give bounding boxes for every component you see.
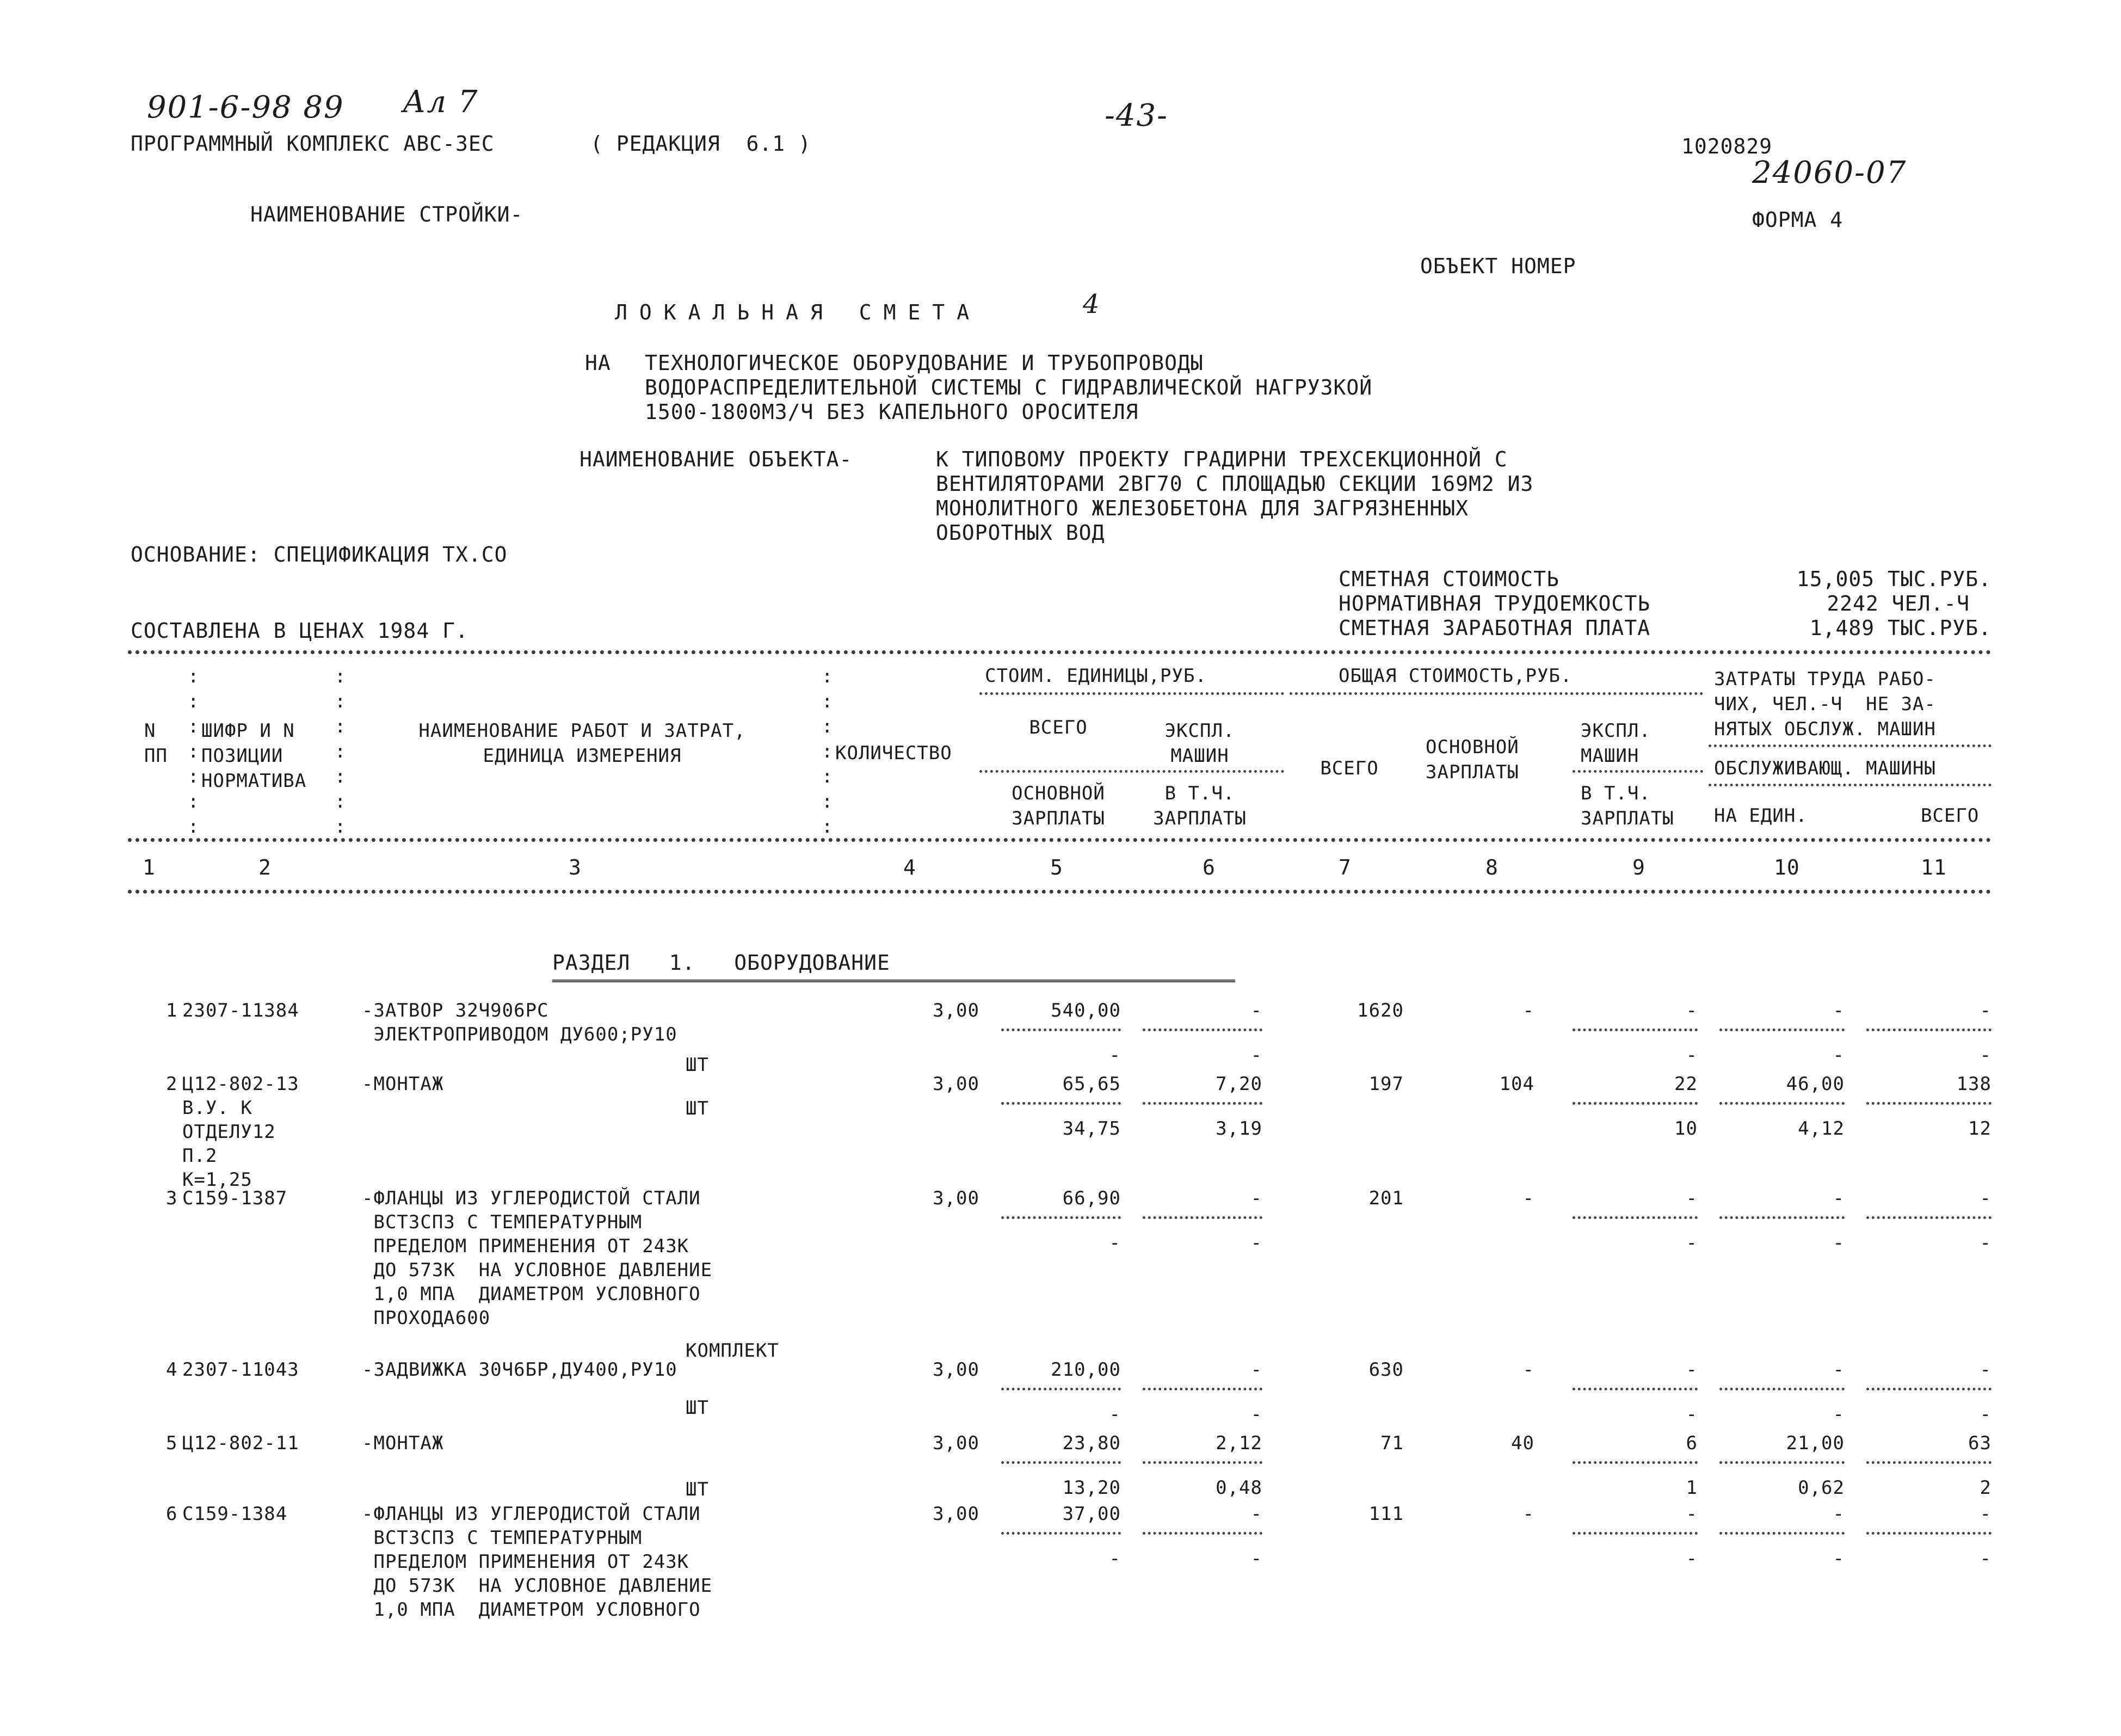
row-total: 111 (1368, 1503, 1404, 1525)
summary-label-wages: СМЕТНАЯ ЗАРАБОТНАЯ ПЛАТА (1339, 616, 1651, 640)
row-unit-cost-wages: 34,75 (1062, 1118, 1121, 1140)
col-number-6: 6 (1203, 855, 1216, 879)
row-labor-rule (1719, 1461, 1845, 1464)
col-number-11: 11 (1921, 855, 1947, 879)
row-total: 71 (1380, 1432, 1404, 1454)
row-machine-labor-per-unit: - (1833, 1232, 1845, 1254)
row-unit-cost-rule (1143, 1461, 1262, 1464)
row-unit-cost-wages: - (1109, 1548, 1121, 1569)
unit-cost-sub-rule (979, 770, 1284, 773)
row-unit-cost-rule (1001, 1102, 1121, 1105)
row-labor-rule (1866, 1388, 1991, 1390)
basis-line: ОСНОВАНИЕ: СПЕЦИФИКАЦИЯ ТХ.СО (131, 543, 508, 567)
row-unit-cost-machines: - (1250, 1359, 1262, 1381)
row-work-name: -ФЛАНЦЫ ИЗ УГЛЕРОДИСТОЙ СТАЛИ ВСТ3СП3 С ТЕМПЕРАТУРНЫМ ПРЕДЕЛОМ ПРИМЕНЕНИЯ ОТ 243К ДО 573К НА УСЛОВНОЕ ДАВЛЕНИЕ 1,0 МПА ДИАМЕТРОМ УСЛОВНОГО ПРОХОДА600 (362, 1187, 713, 1329)
row-total-machines: 22 (1674, 1073, 1698, 1095)
row-total-rule (1573, 1532, 1698, 1535)
col-separator-1: : : : : : : : (188, 666, 199, 838)
row-work-name: -ЗАТВОР 32Ч906РС ЭЛЕКТРОПРИВОДОМ ДУ600;РУ10 (362, 1000, 677, 1045)
col-header-labor-sub: ОБСЛУЖИВАЮЩ. МАШИНЫ (1714, 758, 1936, 779)
row-labor-per-unit: 21,00 (1786, 1432, 1845, 1454)
row-unit-cost-rule (1001, 1461, 1121, 1464)
row-number: 6 (166, 1503, 178, 1525)
row-total-wages: - (1522, 1359, 1534, 1381)
row-code: С159-1384 (182, 1503, 288, 1525)
construction-label: НАИМЕНОВАНИЕ СТРОЙКИ- (250, 202, 523, 226)
row-unit-cost-machine-wages: - (1250, 1232, 1262, 1254)
row-total-wages: - (1522, 1503, 1534, 1525)
row-total: 1620 (1357, 1000, 1404, 1021)
row-total-machine-wages: - (1686, 1403, 1698, 1425)
col-header-unit-cost: СТОИМ. ЕДИНИЦЫ,РУБ. (985, 665, 1207, 687)
row-unit-cost-machines: - (1250, 1000, 1262, 1021)
row-quantity: 3,00 (933, 1000, 979, 1021)
row-quantity: 3,00 (933, 1187, 979, 1209)
row-unit: КОМПЛЕКТ (686, 1340, 779, 1362)
row-labor-total: - (1980, 1000, 1991, 1021)
row-total-wages: 104 (1499, 1073, 1534, 1095)
document-code: 1020829 (1681, 134, 1773, 158)
col-header-5-top: ВСЕГО (1029, 717, 1088, 738)
col-header-9-top: ЭКСПЛ. МАШИН (1581, 720, 1651, 767)
row-total-wages: - (1522, 1000, 1534, 1021)
row-unit-cost-rule (1143, 1102, 1262, 1105)
handwritten-estimate-number: 4 (1083, 289, 1101, 319)
handwritten-document-number: 24060-07 (1752, 155, 1907, 190)
row-unit-cost-total: 65,65 (1062, 1073, 1121, 1095)
row-unit-cost-machine-wages: 0,48 (1216, 1477, 1262, 1499)
row-number: 5 (166, 1432, 178, 1454)
row-code: 2307-11043 (182, 1359, 299, 1381)
row-total: 197 (1368, 1073, 1404, 1095)
row-labor-total: 138 (1956, 1073, 1991, 1095)
col-separator-3: : : : : : : : (822, 666, 833, 838)
row-unit-cost-machines: 7,20 (1216, 1073, 1262, 1095)
col-header-7: ВСЕГО (1320, 758, 1379, 779)
row-unit: ШТ (686, 1397, 709, 1419)
col-number-3: 3 (569, 855, 582, 879)
row-quantity: 3,00 (933, 1503, 979, 1525)
total-cost-sub-rule (1573, 770, 1703, 773)
row-labor-rule (1866, 1461, 1991, 1464)
row-total-machines: - (1686, 1187, 1698, 1209)
row-labor-rule (1719, 1102, 1845, 1105)
row-unit-cost-machine-wages: 3,19 (1216, 1118, 1262, 1140)
row-labor-total: - (1980, 1359, 1991, 1381)
col-header-5-bottom: ОСНОВНОЙ ЗАРПЛАТЫ (1012, 783, 1105, 829)
row-unit-cost-rule (1001, 1388, 1121, 1390)
object-name-label: НАИМЕНОВАНИЕ ОБЪЕКТА- (579, 447, 853, 471)
labor-rule (1709, 744, 1991, 747)
form-label: ФОРМА 4 (1752, 208, 1843, 232)
program-name: ПРОГРАММНЫЙ КОМПЛЕКС АВС-3ЕС (131, 132, 495, 156)
row-code: Ц12-802-13 В.У. К ОТДЕЛУ12 П.2 К=1,25 (182, 1073, 299, 1191)
summary-value-wages: 1,489 ТЫС.РУБ. (1809, 616, 1991, 640)
prices-line: СОСТАВЛЕНА В ЦЕНАХ 1984 Г. (131, 619, 468, 643)
row-total-machine-wages: 10 (1674, 1118, 1698, 1140)
subject-line-1: ТЕХНОЛОГИЧЕСКОЕ ОБОРУДОВАНИЕ И ТРУБОПРОВОДЫ (645, 351, 1204, 375)
object-name-line-2: ВЕНТИЛЯТОРАМИ 2ВГ70 С ПЛОЩАДЬЮ СЕКЦИИ 169М2 ИЗ (936, 472, 1534, 496)
row-unit-cost-rule (1143, 1532, 1262, 1535)
col-number-2: 2 (258, 855, 272, 879)
row-labor-per-unit: - (1833, 1000, 1845, 1021)
row-unit-cost-rule (1143, 1216, 1262, 1219)
col-number-7: 7 (1339, 855, 1352, 879)
col-header-8: ОСНОВНОЙ ЗАРПЛАТЫ (1426, 736, 1519, 783)
program-revision: ( РЕДАКЦИЯ 6.1 ) (590, 132, 811, 156)
row-unit-cost-machine-wages: - (1250, 1403, 1262, 1425)
row-unit: ШТ (686, 1054, 709, 1076)
row-machine-labor-total: 12 (1968, 1118, 1991, 1140)
total-cost-rule (1290, 692, 1703, 695)
row-machine-labor-total: - (1980, 1044, 1991, 1066)
row-labor-rule (1719, 1216, 1845, 1219)
object-number-label: ОБЪЕКТ НОМЕР (1420, 254, 1576, 278)
row-total-machines: - (1686, 1503, 1698, 1525)
col-header-11: ВСЕГО (1921, 805, 1980, 827)
labor-sub-rule (1709, 784, 1991, 786)
row-code: 2307-11384 (182, 1000, 299, 1021)
col-header-6-bottom: В Т.Ч. ЗАРПЛАТЫ (1153, 783, 1247, 829)
col-header-10: НА ЕДИН. (1714, 805, 1808, 827)
row-total-machines: - (1686, 1359, 1698, 1381)
section-title: РАЗДЕЛ 1. ОБОРУДОВАНИЕ (552, 951, 890, 975)
row-total-rule (1573, 1216, 1698, 1219)
col-number-9: 9 (1632, 855, 1645, 879)
row-total-machine-wages: - (1686, 1044, 1698, 1066)
col-header-name: НАИМЕНОВАНИЕ РАБОТ И ЗАТРАТ, ЕДИНИЦА ИЗМЕРЕНИЯ (418, 720, 746, 767)
col-header-6-top: ЭКСПЛ. МАШИН (1164, 720, 1235, 767)
row-machine-labor-total: - (1980, 1548, 1991, 1569)
row-total: 201 (1368, 1187, 1404, 1209)
col-header-quantity: КОЛИЧЕСТВО (835, 742, 952, 764)
row-machine-labor-total: - (1980, 1232, 1991, 1254)
row-unit-cost-wages: - (1109, 1044, 1121, 1066)
row-unit-cost-rule (1143, 1029, 1262, 1031)
row-labor-total: - (1980, 1503, 1991, 1525)
col-header-9-bottom: В Т.Ч. ЗАРПЛАТЫ (1581, 783, 1674, 829)
col-header-code: ШИФР И N ПОЗИЦИИ НОРМАТИВА (201, 720, 307, 792)
summary-value-cost: 15,005 ТЫС.РУБ. (1796, 567, 1991, 591)
col-header-labor: ЗАТРАТЫ ТРУДА РАБО- ЧИХ, ЧЕЛ.-Ч НЕ ЗА- НЯТЫХ ОБСЛУЖ. МАШИН (1714, 668, 1936, 740)
row-code: С159-1387 (182, 1187, 288, 1209)
row-quantity: 3,00 (933, 1432, 979, 1454)
row-machine-labor-per-unit: - (1833, 1548, 1845, 1569)
row-unit: ШТ (686, 1098, 709, 1119)
row-machine-labor-per-unit: - (1833, 1403, 1845, 1425)
row-machine-labor-per-unit: 0,62 (1798, 1477, 1845, 1499)
row-machine-labor-per-unit: - (1833, 1044, 1845, 1066)
row-machine-labor-total: - (1980, 1403, 1991, 1425)
row-quantity: 3,00 (933, 1073, 979, 1095)
row-labor-per-unit: 46,00 (1786, 1073, 1845, 1095)
col-header-number: N ПП (144, 720, 168, 767)
row-total-machine-wages: - (1686, 1232, 1698, 1254)
row-unit-cost-machine-wages: - (1250, 1044, 1262, 1066)
row-total-wages: - (1522, 1187, 1534, 1209)
estimate-title: ЛОКАЛЬНАЯ СМЕТА (615, 300, 982, 324)
header-top-rule (128, 650, 1991, 654)
object-name-line-4: ОБОРОТНЫХ ВОД (936, 521, 1105, 545)
row-unit-cost-wages: 13,20 (1062, 1477, 1121, 1499)
col-number-8: 8 (1485, 855, 1499, 879)
row-labor-per-unit: - (1833, 1359, 1845, 1381)
row-labor-rule (1719, 1029, 1845, 1031)
row-unit-cost-rule (1001, 1216, 1121, 1219)
row-work-name: -ЗАДВИЖКА 30Ч6БР,ДУ400,РУ10 (362, 1359, 677, 1381)
row-labor-total: 63 (1968, 1432, 1991, 1454)
col-number-1: 1 (143, 855, 156, 879)
row-work-name: -ФЛАНЦЫ ИЗ УГЛЕРОДИСТОЙ СТАЛИ ВСТ3СП3 С ТЕМПЕРАТУРНЫМ ПРЕДЕЛОМ ПРИМЕНЕНИЯ ОТ 243К ДО 573К НА УСЛОВНОЕ ДАВЛЕНИЕ 1,0 МПА ДИАМЕТРОМ УСЛОВНОГО (362, 1503, 713, 1621)
row-work-name: -МОНТАЖ (362, 1432, 444, 1454)
handwritten-album-number: Ал 7 (403, 84, 479, 120)
row-labor-rule (1719, 1388, 1845, 1390)
row-number: 3 (166, 1187, 178, 1209)
row-unit-cost-wages: - (1109, 1232, 1121, 1254)
row-number: 2 (166, 1073, 178, 1095)
row-total-rule (1573, 1461, 1698, 1464)
row-unit-cost-machines: 2,12 (1216, 1432, 1262, 1454)
row-number: 4 (166, 1359, 178, 1381)
row-machine-labor-total: 2 (1980, 1477, 1991, 1499)
row-total-rule (1573, 1102, 1698, 1105)
summary-value-labor: 2242 ЧЕЛ.-Ч (1827, 592, 1970, 615)
row-unit-cost-machines: - (1250, 1503, 1262, 1525)
row-machine-labor-per-unit: 4,12 (1798, 1118, 1845, 1140)
col-number-5: 5 (1050, 855, 1063, 879)
summary-label-labor: НОРМАТИВНАЯ ТРУДОЕМКОСТЬ (1339, 592, 1651, 615)
col-header-total-cost: ОБЩАЯ СТОИМОСТЬ,РУБ. (1339, 665, 1573, 687)
col-separator-2: : : : : : : : (335, 666, 346, 838)
row-work-name: -МОНТАЖ (362, 1073, 444, 1095)
row-labor-rule (1866, 1532, 1991, 1535)
row-unit-cost-machine-wages: - (1250, 1548, 1262, 1569)
row-unit-cost-rule (1001, 1532, 1121, 1535)
row-labor-per-unit: - (1833, 1503, 1845, 1525)
subject-prefix: НА (585, 351, 611, 375)
object-name-line-1: К ТИПОВОМУ ПРОЕКТУ ГРАДИРНИ ТРЕХСЕКЦИОННОЙ С (936, 447, 1508, 471)
row-total: 630 (1368, 1359, 1404, 1381)
row-unit-cost-rule (1001, 1029, 1121, 1031)
row-unit-cost-total: 66,90 (1062, 1187, 1121, 1209)
row-total-machines: 6 (1686, 1432, 1698, 1454)
row-unit-cost-rule (1143, 1388, 1262, 1390)
section-underline (552, 980, 1235, 982)
row-labor-total: - (1980, 1187, 1991, 1209)
page-number: -43- (1105, 98, 1169, 133)
handwritten-project-code: 901-6-98 89 (147, 90, 344, 125)
row-total-rule (1573, 1388, 1698, 1390)
row-code: Ц12-802-11 (182, 1432, 299, 1454)
row-labor-rule (1866, 1029, 1991, 1031)
summary-label-cost: СМЕТНАЯ СТОИМОСТЬ (1339, 567, 1559, 591)
row-total-machines: - (1686, 1000, 1698, 1021)
row-unit: ШТ (686, 1479, 709, 1500)
row-unit-cost-total: 23,80 (1062, 1432, 1121, 1454)
col-number-4: 4 (903, 855, 916, 879)
header-mid-rule (128, 838, 1991, 842)
row-labor-rule (1719, 1532, 1845, 1535)
row-total-rule (1573, 1029, 1698, 1031)
subject-line-3: 1500-1800М3/Ч БЕЗ КАПЕЛЬНОГО ОРОСИТЕЛЯ (645, 400, 1139, 424)
row-total-machine-wages: 1 (1686, 1477, 1698, 1499)
row-unit-cost-machines: - (1250, 1187, 1262, 1209)
object-name-line-3: МОНОЛИТНОГО ЖЕЛЕЗОБЕТОНА ДЛЯ ЗАГРЯЗНЕННЫХ (936, 496, 1469, 520)
unit-cost-rule (979, 692, 1284, 695)
row-unit-cost-total: 540,00 (1051, 1000, 1121, 1021)
subject-line-2: ВОДОРАСПРЕДЕЛИТЕЛЬНОЙ СИСТЕМЫ С ГИДРАВЛИЧЕСКОЙ НАГРУЗКОЙ (645, 375, 1373, 399)
row-unit-cost-wages: - (1109, 1403, 1121, 1425)
row-labor-rule (1866, 1102, 1991, 1105)
row-total-wages: 40 (1511, 1432, 1534, 1454)
row-labor-per-unit: - (1833, 1187, 1845, 1209)
row-labor-rule (1866, 1216, 1991, 1219)
row-unit-cost-total: 37,00 (1062, 1503, 1121, 1525)
row-number: 1 (166, 1000, 178, 1021)
row-total-machine-wages: - (1686, 1548, 1698, 1569)
col-number-10: 10 (1774, 855, 1800, 879)
header-bottom-rule (128, 890, 1991, 894)
row-quantity: 3,00 (933, 1359, 979, 1381)
row-unit-cost-total: 210,00 (1051, 1359, 1121, 1381)
